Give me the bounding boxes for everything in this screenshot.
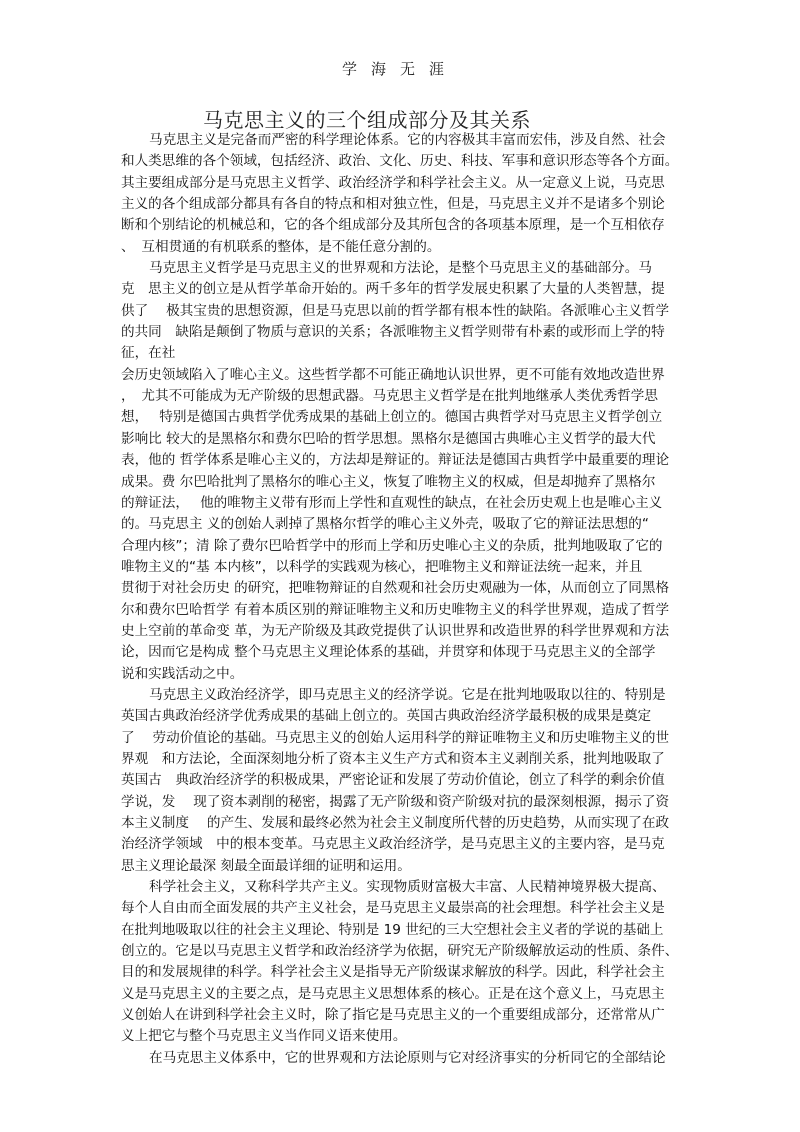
text-line: 创立的。它是以马克思主义哲学和政治经济学为依据，研究无产阶级解放运动的性质、条件、	[121, 943, 679, 960]
text-line: 义是马克思主义的主要之点，是马克思主义思想体系的核心。正是在这个意义上，马克思主	[121, 985, 665, 1002]
document-title: 马克思主义的三个组成部分及其关系	[203, 108, 531, 132]
text-line: 英国古典政治经济学优秀成果的基础上创立的。英国古典政治经济学最积极的成果是奠定	[121, 708, 652, 725]
text-line: 在批判地吸取以往的社会主义理论、特别是 19 世纪的三大空想社会主义者的学说的基础上	[121, 921, 664, 938]
text-line: 表，他的 哲学体系是唯心主义的，方法却是辩证的。辩证法是德国古典哲学中最重要的理论	[121, 452, 670, 469]
document-body	[121, 130, 681, 1069]
text-line: 克 思主义的创立是从哲学革命开始的。两千多年的哲学发展史积累了大量的人类智慧，提	[121, 281, 665, 298]
text-line: ， 尤其不可能成为无产阶级的思想武器。马克思主义哲学是在批判地继承人类优秀哲学思	[121, 388, 658, 405]
text-line: 成果。费 尔巴哈批判了黑格尔的唯心主义，恢复了唯物主义的权威，但是却抛弃了黑格尔	[121, 473, 656, 490]
text-line: 供了 极其宝贵的思想资源，但是马克思以前的哲学都有根本性的缺陷。各派唯心主义哲学	[121, 302, 670, 319]
text-line: 在马克思主义体系中，它的世界观和方法论原则与它对经济事实的分析同它的全部结论	[149, 1049, 666, 1066]
text-line: 的。马克思主 义的创始人剥掉了黑格尔哲学的唯心主义外壳，吸取了它的辩证法思想的“	[121, 516, 649, 533]
text-line: 学说，发 现了资本剥削的秘密，揭露了无产阶级和资产阶级对抗的最深刻根源，揭示了资	[121, 793, 670, 810]
text-line: 说和实践活动之中。	[121, 665, 244, 682]
text-line: 其主要组成部分是马克思主义哲学、政治经济学和科学社会主义。从一定意义上说，马克思	[121, 174, 665, 191]
text-line: 合理内核”；清 除了费尔巴哈哲学中的形而上学和历史唯心主义的杂质，批判地吸取了它的	[121, 537, 663, 554]
text-line: 贯彻于对社会历史 的研究，把唯物辩证的自然观和社会历史观融为一体，从而创立了同黑格	[121, 580, 670, 597]
text-line: 思主义理论最深 刻最全面最详细的证明和运用。	[121, 857, 411, 874]
text-line: 了 劳动价值论的基础。马克思主义的创始人运用科学的辩证唯物主义和历史唯物主义的世	[121, 729, 670, 746]
text-line: 义上把它与整个马克思主义当作同义语来使用。	[121, 1028, 407, 1045]
text-line: 每个人自由而全面发展的共产主义社会，是马克思主义最崇高的社会理想。科学社会主义是	[121, 900, 665, 917]
text-line: 目的和发展规律的科学。科学社会主义是指导无产阶级谋求解放的科学。因此，科学社会主	[121, 964, 665, 981]
text-line: 尔和费尔巴哈哲学 有着本质区别的辩证唯物主义和历史唯物主义的科学世界观，造成了哲学	[121, 601, 670, 618]
text-line: 影响比 较大的是黑格尔和费尔巴哈的哲学思想。黑格尔是德国古典唯心主义哲学的最大代	[121, 430, 656, 447]
text-line: 征，在社	[121, 345, 176, 362]
text-line: 的辩证法， 他的唯物主义带有形而上学性和直观性的缺点，在社会历史观上也是唯心主义	[121, 494, 663, 511]
text-line: 的共同 缺陷是颠倒了物质与意识的关系；各派唯物主义哲学则带有朴素的或形而上学的特	[121, 324, 665, 341]
text-line: 马克思主义政治经济学，即马克思主义的经济学说。它是在批判地吸取以往的、特别是	[149, 686, 666, 703]
text-line: 和人类思维的各个领域，包括经济、政治、文化、历史、科技、军事和意识形态等各个方面。	[121, 153, 679, 170]
text-line: 英国古 典政治经济学的积极成果，严密论证和发展了劳动价值论，创立了科学的剩余价值	[121, 772, 665, 789]
text-line: 史上空前的革命变 革，为无产阶级及其政党提供了认识世界和改造世界的科学世界观和方法	[121, 622, 670, 639]
text-line: 马克思主义是完备而严密的科学理论体系。它的内容极其丰富而宏伟，涉及自然、社会	[149, 132, 666, 148]
page-header: 学海无涯	[341, 60, 458, 78]
text-line: 会历史领域陷入了唯心主义。这些哲学都不可能正确地认识世界，更不可能有效地改造世界	[121, 366, 665, 383]
text-line: 论，因而它是构成 整个马克思主义理论体系的基础，并贯穿和体现于马克思主义的全部学	[121, 644, 656, 661]
text-line: 、 互相贯通的有机联系的整体，是不能任意分割的。	[121, 238, 441, 255]
text-line: 马克思主义哲学是马克思主义的世界观和方法论，是整个马克思主义的基础部分。马	[149, 260, 652, 277]
text-line: 主义的各个组成部分都具有各自的特点和相对独立性，但是，马克思主义并不是诸多个别论	[121, 196, 665, 213]
text-line: 科学社会主义，又称科学共产主义。实现物质财富极大丰富、人民精神境界极大提高、	[149, 879, 666, 896]
text-line: 唯物主义的“基 本内核”，以科学的实践观为核心，把唯物主义和辩证法统一起来，并且	[121, 558, 643, 575]
text-line: 治经济学领域 中的根本变革。马克思主义政治经济学，是马克思主义的主要内容，是马克	[121, 836, 665, 853]
text-line: 想， 特别是德国古典哲学优秀成果的基础上创立的。德国古典哲学对马克思主义哲学创立	[121, 409, 663, 426]
text-line: 义创始人在讲到科学社会主义时，除了指它是马克思主义的一个重要组成部分，还常常从广	[121, 1007, 665, 1024]
text-line: 断和个别结论的机械总和，它的各个组成部分及其所包含的各项基本原理，是一个互相依存	[121, 217, 665, 234]
text-line: 本主义制度 的产生、发展和最终必然为社会主义制度所代替的历史趋势，从而实现了在政	[121, 815, 670, 831]
text-line: 界观 和方法论，全面深刻地分析了资本主义生产方式和资本主义剥削关系，批判地吸取了	[121, 750, 665, 767]
